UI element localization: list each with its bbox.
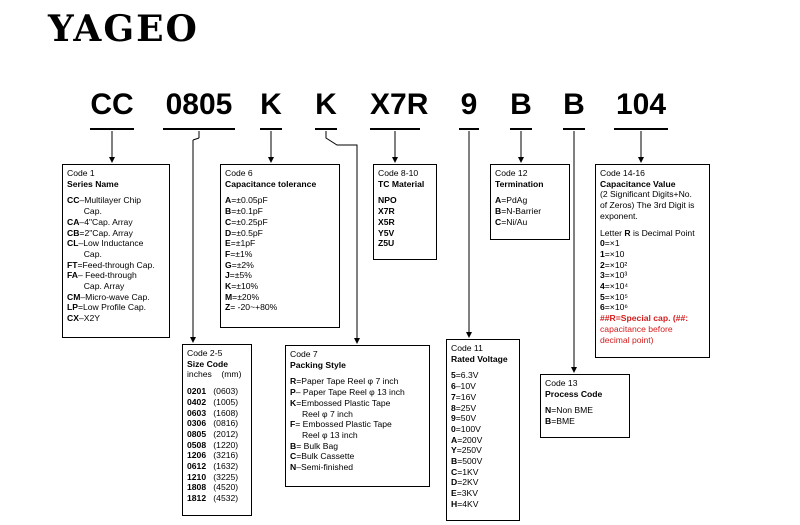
process-title: Process Code	[545, 388, 603, 399]
list-item: C=Bulk Cassette	[290, 451, 355, 462]
list-item: Reel φ 7 inch	[290, 408, 353, 419]
list-item: A=200V	[451, 434, 483, 445]
list-item: X7R	[378, 206, 395, 217]
list-item: H=4KV	[451, 498, 479, 509]
special-cap-note: ##R=Special cap. (##:	[600, 313, 689, 324]
cap-title: Capacitance Value	[600, 178, 676, 189]
list-item: Cap.	[67, 206, 102, 217]
list-item: CA–4"Cap. Array	[67, 216, 133, 227]
capacitance-value-box	[595, 164, 710, 358]
list-item: N=Non BME	[545, 405, 594, 416]
list-item: 9=50V	[451, 413, 477, 424]
list-item: C=±0.25pF	[225, 216, 268, 227]
special-cap-note: capacitance before	[600, 323, 673, 334]
tolerance-box	[220, 164, 340, 328]
list-item: C=1KV	[451, 466, 479, 477]
list-item: B=BME	[545, 416, 575, 427]
tc-material-box	[373, 164, 437, 260]
list-item: A=PdAg	[495, 195, 528, 206]
list-item: Z5U	[378, 238, 395, 249]
size-title: Size Code	[187, 358, 229, 369]
list-item: 5=×10⁵	[600, 291, 628, 302]
voltage-code-label: Code 11	[451, 343, 483, 353]
list-item: Y5V	[378, 227, 395, 238]
list-item: R=Paper Tape Reel φ 7 inch	[290, 376, 399, 387]
packing-code-label: Code 7	[290, 349, 318, 359]
termination-title: Termination	[495, 178, 544, 189]
list-item: F=±1%	[225, 248, 253, 259]
cap-description: (2 Significant Digits+No.	[600, 189, 692, 200]
list-item: M=±20%	[225, 291, 260, 302]
table-row: 0603 (1608)	[187, 407, 239, 418]
code-series: CC	[90, 88, 134, 121]
list-item: B=500V	[451, 456, 483, 467]
termination-code-label: Code 12	[495, 168, 528, 178]
list-item: NPO	[378, 195, 397, 206]
list-item: X5R	[378, 216, 395, 227]
cap-code-label: Code 14-16	[600, 168, 645, 178]
cap-description: of Zeros) The 3rd Digit is	[600, 200, 695, 211]
tc-code-label: Code 8-10	[378, 168, 419, 178]
list-item: A=±0.05pF	[225, 195, 268, 206]
list-item: 0=×1	[600, 238, 620, 249]
list-item: J=±5%	[225, 270, 252, 281]
list-item: 4=×10⁴	[600, 281, 629, 292]
list-item: CM–Micro-wave Cap.	[67, 291, 150, 302]
list-item: B=N-Barrier	[495, 206, 542, 217]
process-code-label: Code 13	[545, 378, 578, 388]
list-item: B=±0.1pF	[225, 206, 263, 217]
table-row: 0402 (1005)	[187, 396, 239, 407]
voltage-title: Rated Voltage	[451, 353, 508, 364]
list-item: FT=Feed-through Cap.	[67, 259, 155, 270]
table-row: 1812 (4532)	[187, 493, 239, 504]
list-item: G=±2%	[225, 259, 254, 270]
list-item: 6–10V	[451, 381, 476, 392]
table-row: 0805 (2012)	[187, 428, 239, 439]
list-item: K=±10%	[225, 281, 259, 292]
list-item: 1=×10	[600, 248, 625, 259]
list-item: C=Ni/Au	[495, 216, 528, 227]
code-process: B	[563, 88, 585, 121]
series-code-label: Code 1	[67, 168, 95, 178]
list-item: FA– Feed-through	[67, 270, 137, 281]
tc-title: TC Material	[378, 178, 425, 189]
code-cap-value: 104	[615, 88, 667, 121]
connector-size	[193, 138, 199, 140]
list-item: Z= -20~+80%	[225, 302, 278, 313]
code-voltage: 9	[460, 88, 478, 121]
code-tolerance: K	[260, 88, 282, 121]
code-tc-material: X7R	[370, 88, 429, 121]
series-title: Series Name	[67, 178, 119, 189]
tolerance-code-label: Code 6	[225, 168, 253, 178]
packing-title: Packing Style	[290, 359, 346, 370]
table-row: 1808 (4520)	[187, 482, 239, 493]
list-item: Cap.	[67, 248, 102, 259]
list-item: CX–X2Y	[67, 313, 100, 324]
table-row: 1210 (3225)	[187, 471, 239, 482]
list-item: Y=250V	[451, 445, 482, 456]
list-item: P– Paper Tape Reel φ 13 inch	[290, 387, 405, 398]
list-item: D=2KV	[451, 477, 479, 488]
yageo-logo: YAGEO	[48, 8, 199, 50]
table-row: 1206 (3216)	[187, 450, 239, 461]
packing-style-box	[285, 345, 430, 487]
code-termination: B	[510, 88, 532, 121]
list-item: E=±1pF	[225, 238, 256, 249]
list-item: E=3KV	[451, 488, 478, 499]
termination-box	[490, 164, 570, 240]
size-header: inches (mm)	[187, 369, 242, 380]
size-code-label: Code 2-5	[187, 348, 223, 358]
decimal-point-note: Letter R is Decimal Point	[600, 227, 695, 238]
process-code-box	[540, 374, 630, 438]
list-item: 8=25V	[451, 402, 477, 413]
cap-description: exponent.	[600, 210, 638, 221]
tolerance-title: Capacitance tolerance	[225, 178, 317, 189]
list-item: 6=×10⁶	[600, 302, 628, 313]
table-row: 0201 (0603)	[187, 386, 239, 397]
list-item: D=±0.5pF	[225, 227, 263, 238]
list-item: Reel φ 13 inch	[290, 429, 358, 440]
list-item: Cap. Array	[67, 281, 125, 292]
code-packing: K	[315, 88, 337, 121]
table-row: 0612 (1632)	[187, 461, 239, 472]
list-item: K=Embossed Plastic Tape	[290, 397, 391, 408]
table-row: 0306 (0816)	[187, 418, 239, 429]
list-item: CL–Low Inductance	[67, 238, 144, 249]
list-item: CB=2"Cap. Array	[67, 227, 133, 238]
list-item: CC–Multilayer Chip	[67, 195, 142, 206]
list-item: LP=Low Profile Cap.	[67, 302, 147, 313]
code-size: 0805	[165, 88, 233, 121]
list-item: 0=100V	[451, 423, 481, 434]
list-item: 3=×10³	[600, 270, 628, 281]
list-item: F= Embossed Plastic Tape	[290, 419, 392, 430]
series-name-box	[62, 164, 170, 338]
special-cap-note: decimal point)	[600, 334, 654, 345]
list-item: N–Semi-finished	[290, 462, 354, 473]
table-row: 0508 (1220)	[187, 439, 239, 450]
list-item: B= Bulk Bag	[290, 440, 339, 451]
list-item: 5=6.3V	[451, 370, 479, 381]
list-item: 2=×10²	[600, 259, 628, 270]
size-code-box	[182, 344, 252, 516]
list-item: 7=16V	[451, 391, 477, 402]
rated-voltage-box	[446, 339, 520, 521]
